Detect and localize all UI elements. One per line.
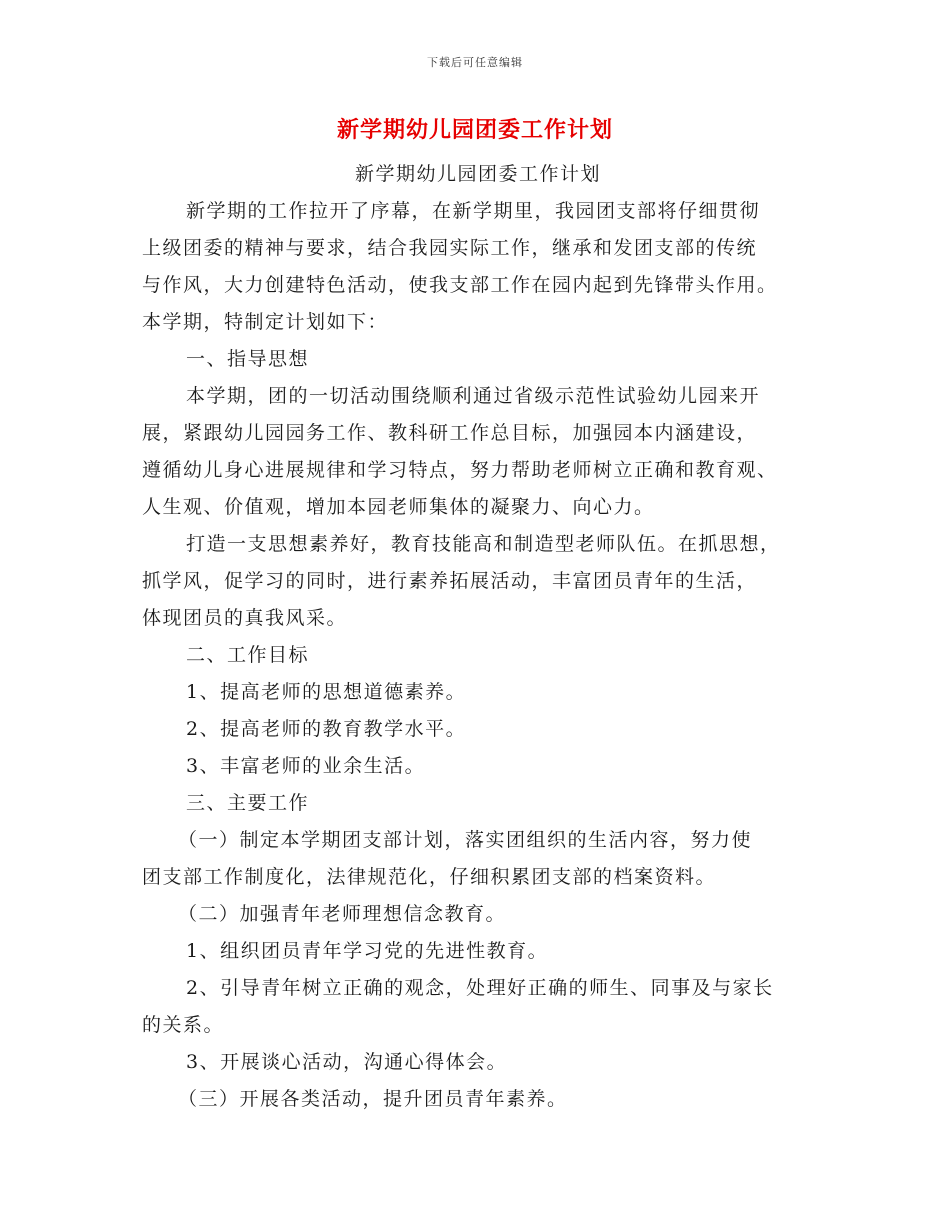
paragraph-line: 上级团委的精神与要求，结合我园实际工作，继承和发团支部的传统 [142, 237, 758, 259]
paragraph-line: 与作风，大力创建特色活动，使我支部工作在园内起到先锋带头作用。 [142, 274, 778, 296]
paragraph-line: （三）开展各类活动，提升团员青年素养。 [178, 1088, 568, 1110]
paragraph-line: 三、主要工作 [186, 792, 310, 814]
paragraph-line: 2、提高老师的教育教学水平。 [186, 718, 467, 740]
paragraph-line: 的关系。 [142, 1014, 225, 1036]
paragraph-line: 1、提高老师的思想道德素养。 [186, 681, 467, 703]
paragraph-line: 3、丰富老师的业余生活。 [186, 755, 426, 777]
paragraph-line: 2、引导青年树立正确的观念，处理好正确的师生、同事及与家长 [186, 977, 774, 999]
paragraph-line: 打造一支思想素养好，教育技能高和制造型老师队伍。在抓思想， [186, 533, 781, 555]
paragraph-line: 抓学风，促学习的同时，进行素养拓展活动，丰富团员青年的生活， [142, 570, 758, 592]
paragraph-line: 团支部工作制度化，法律规范化，仔细积累团支部的档案资料。 [142, 866, 717, 888]
document-body [142, 156, 814, 1118]
paragraph-line: 新学期幼儿园团委工作计划 [354, 163, 601, 185]
paragraph-line: 新学期的工作拉开了序幕，在新学期里，我园团支部将仔细贯彻 [186, 200, 761, 222]
paragraph-line: 遵循幼儿身心进展规律和学习特点，努力帮助老师树立正确和教育观、 [142, 459, 778, 481]
paragraph-line: 展，紧跟幼儿园园务工作、教科研工作总目标，加强园本内涵建设， [142, 422, 758, 444]
paragraph-line: 一、指导思想 [186, 348, 310, 370]
paragraph-line: 3、开展谈心活动，沟通心得体会。 [186, 1051, 508, 1073]
paragraph-line: （二）加强青年老师理想信念教育。 [178, 903, 507, 925]
document-title: 新学期幼儿园团委工作计划 [336, 118, 613, 143]
paragraph-line: （一）制定本学期团支部计划，落实团组织的生活内容，努力使 [178, 829, 753, 851]
paragraph-line: 二、工作目标 [186, 644, 310, 666]
paragraph-line: 本学期，团的一切活动围绕顺利通过省级示范性试验幼儿园来开 [186, 385, 761, 407]
header-note: 下载后可任意编辑 [427, 56, 523, 69]
paragraph-line: 本学期，特制定计划如下： [142, 311, 389, 333]
paragraph-line: 人生观、价值观，增加本园老师集体的凝聚力、向心力。 [142, 496, 655, 518]
paragraph-line: 体现团员的真我风采。 [142, 607, 348, 629]
paragraph-line: 1、组织团员青年学习党的先进性教育。 [186, 940, 549, 962]
